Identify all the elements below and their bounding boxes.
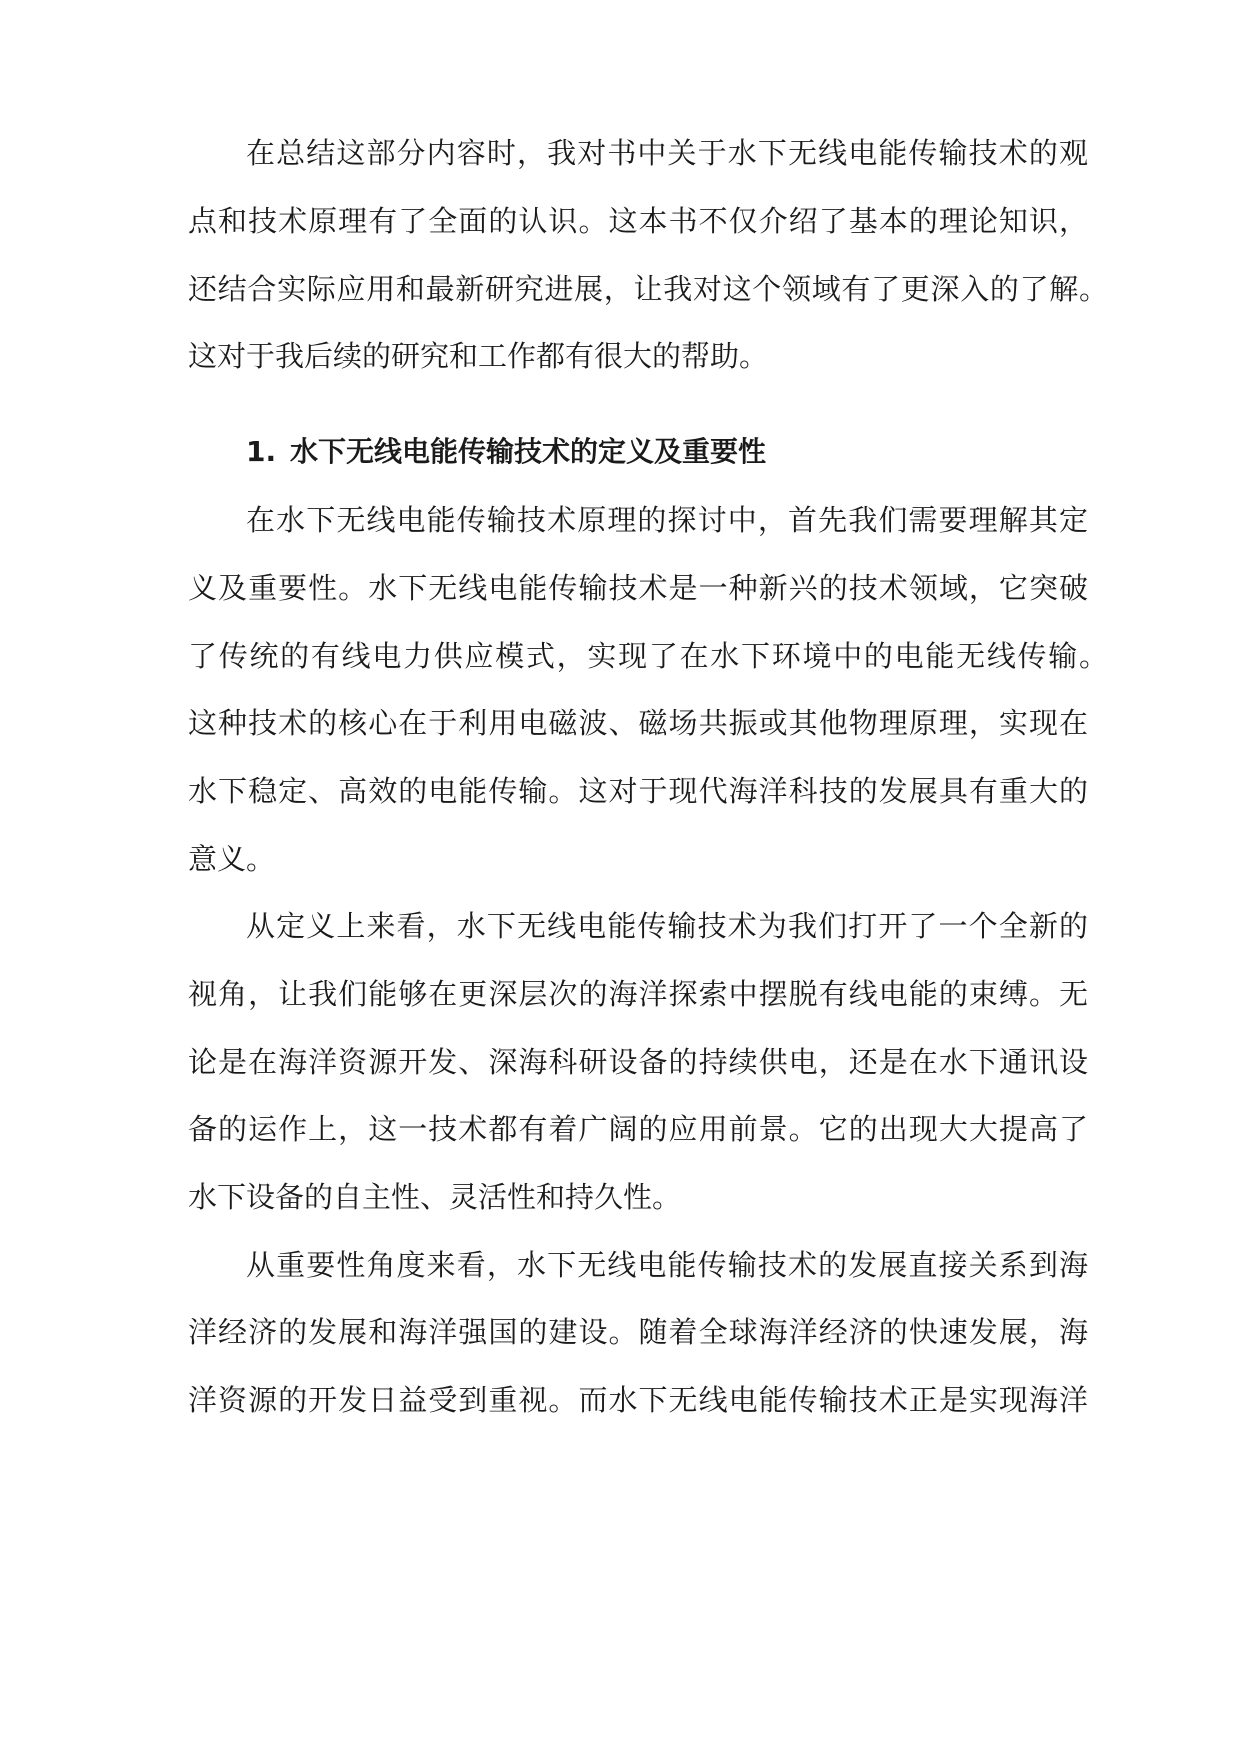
summary-line-1: 在总结这部分内容时，我对书中关于水下无线电能传输技术的观	[246, 136, 1088, 170]
paragraph-2-line-5: 水下设备的自主性、灵活性和持久性。	[188, 1180, 682, 1214]
paragraph-3-line-3: 洋资源的开发日益受到重视。而水下无线电能传输技术正是实现海洋	[188, 1383, 1088, 1417]
paragraph-1-line-1: 在水下无线电能传输技术原理的探讨中，首先我们需要理解其定	[246, 503, 1088, 537]
paragraph-2-line-3: 论是在海洋资源开发、深海科研设备的持续供电，还是在水下通讯设	[188, 1045, 1088, 1079]
paragraph-2-line-1: 从定义上来看，水下无线电能传输技术为我们打开了一个全新的	[246, 909, 1088, 943]
paragraph-2-line-2: 视角，让我们能够在更深层次的海洋探索中摆脱有线电能的束缚。无	[188, 977, 1088, 1011]
paragraph-1-line-2: 义及重要性。水下无线电能传输技术是一种新兴的技术领域，它突破	[188, 571, 1088, 605]
summary-line-3: 还结合实际应用和最新研究进展，让我对这个领域有了更深入的了解。	[188, 272, 1108, 306]
paragraph-1-line-5: 水下稳定、高效的电能传输。这对于现代海洋科技的发展具有重大的	[188, 774, 1088, 808]
paragraph-2-line-4: 备的运作上，这一技术都有着广阔的应用前景。它的出现大大提高了	[188, 1112, 1088, 1146]
paragraph-1-line-4: 这种技术的核心在于利用电磁波、磁场共振或其他物理原理，实现在	[188, 706, 1088, 740]
paragraph-1-line-3: 了传统的有线电力供应模式，实现了在水下环境中的电能无线传输。	[188, 639, 1108, 673]
section-heading	[246, 432, 1086, 472]
summary-line-4: 这对于我后续的研究和工作都有很大的帮助。	[188, 339, 769, 373]
paragraph-1-line-6: 意义。	[188, 842, 276, 876]
summary-line-2: 点和技术原理有了全面的认识。这本书不仅介绍了基本的理论知识，	[188, 204, 1088, 238]
paragraph-3-line-1: 从重要性角度来看，水下无线电能传输技术的发展直接关系到海	[246, 1248, 1088, 1282]
section-number: 1.	[246, 435, 277, 468]
section-title: 水下无线电能传输技术的定义及重要性	[290, 435, 767, 468]
paragraph-3-line-2: 洋经济的发展和海洋强国的建设。随着全球海洋经济的快速发展，海	[188, 1315, 1088, 1349]
